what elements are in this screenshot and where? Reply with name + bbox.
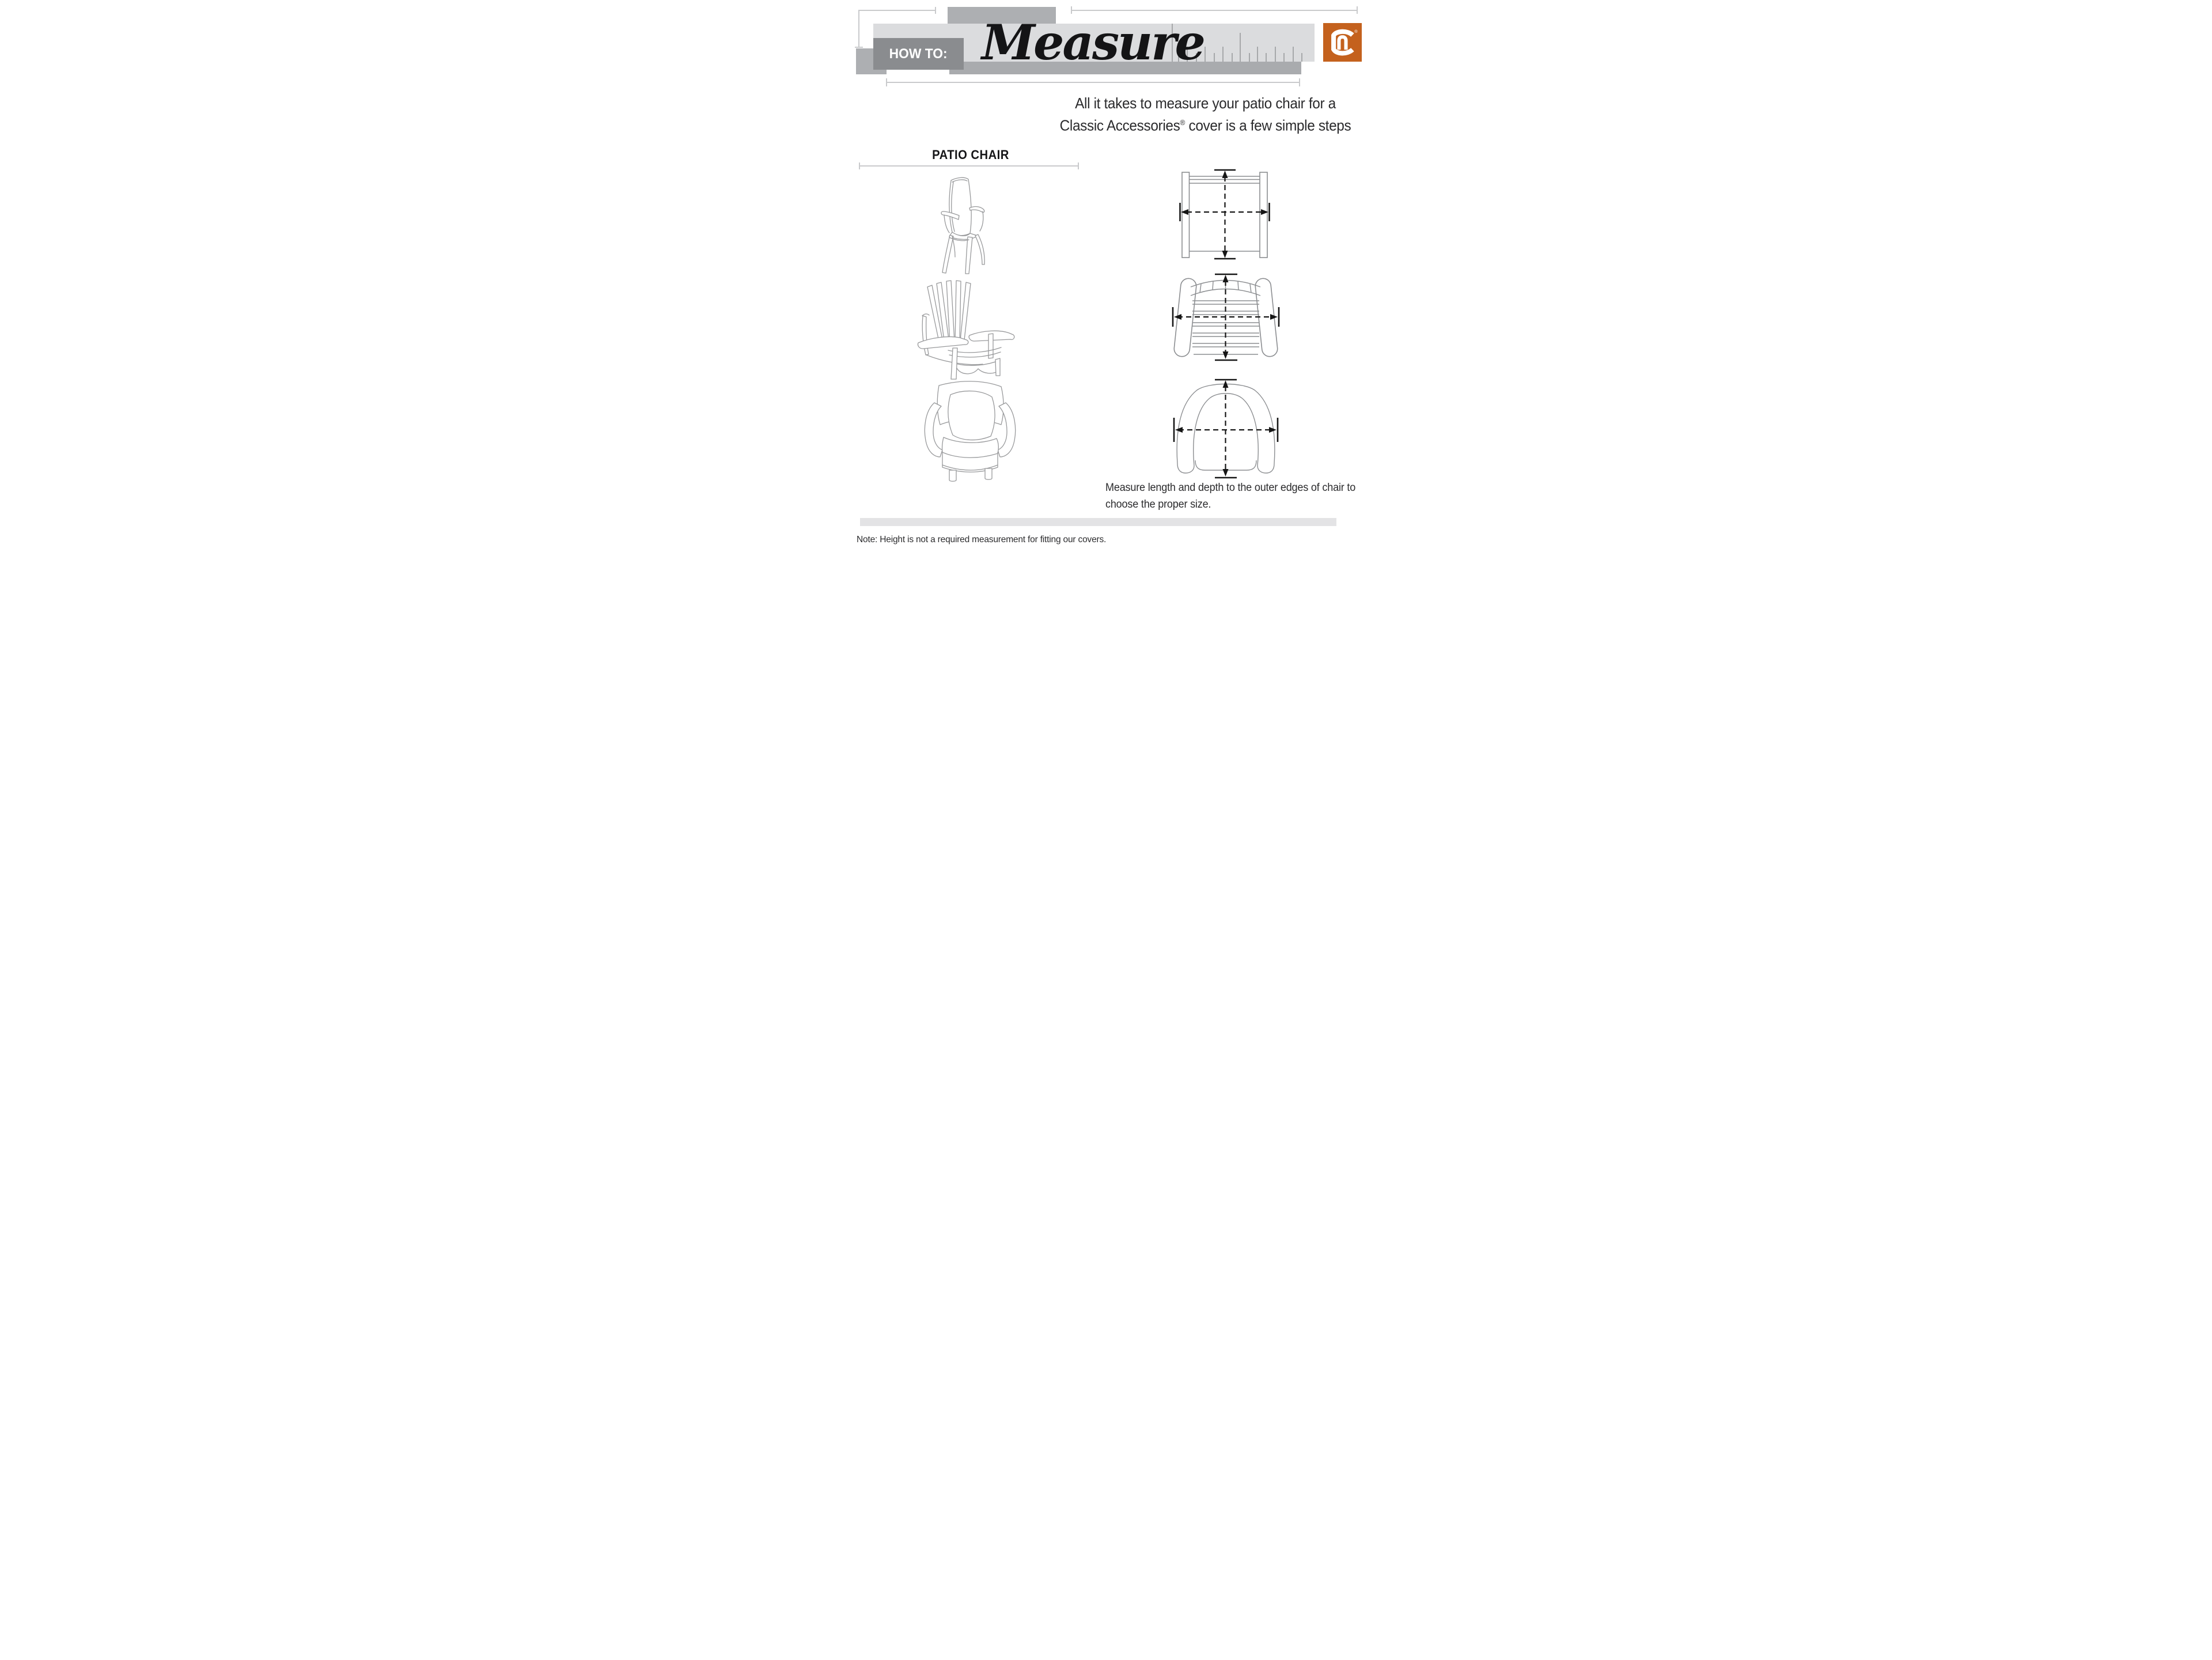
subtitle [1058,93,1353,135]
adirondack-chair-top-view [1169,271,1282,363]
instruction-line1: Measure length and depth to the outer edges of chair to [1105,482,1356,494]
footer-note: Note: Height is not a required measurement for fitting our covers. [857,535,1107,544]
measure-script-title: Measure [982,14,1204,71]
instruction-line2: choose the proper size. [1105,498,1211,511]
subtitle-registered-mark: ® [1180,118,1185,127]
how-to-label: HOW TO: [889,46,948,62]
right-arm-rail [1260,172,1267,258]
club-chair-top-view [1168,376,1283,481]
logo-registered-mark: ® [1354,28,1358,34]
footer-divider-bar [860,518,1336,526]
subtitle-line2-rest: cover is a few simple steps [1185,116,1351,134]
patio-chair-top-view [1176,167,1274,262]
subtitle-line2-brand: Classic Accessories [1059,116,1180,134]
patio-chair-heading: PATIO CHAIR [932,148,1009,162]
measure-guide-page [737,0,1475,553]
subtitle-line1: All it takes to measure your patio chair for a [1075,94,1336,112]
how-to-badge [873,38,964,70]
patio-dining-chair-illustration [933,175,999,276]
adirondack-chair-illustration [915,278,1021,383]
measuring-instruction [1105,479,1368,513]
classic-accessories-logo [1323,23,1362,62]
wicker-club-chair-illustration [919,381,1021,485]
left-arm-rail [1182,172,1190,258]
